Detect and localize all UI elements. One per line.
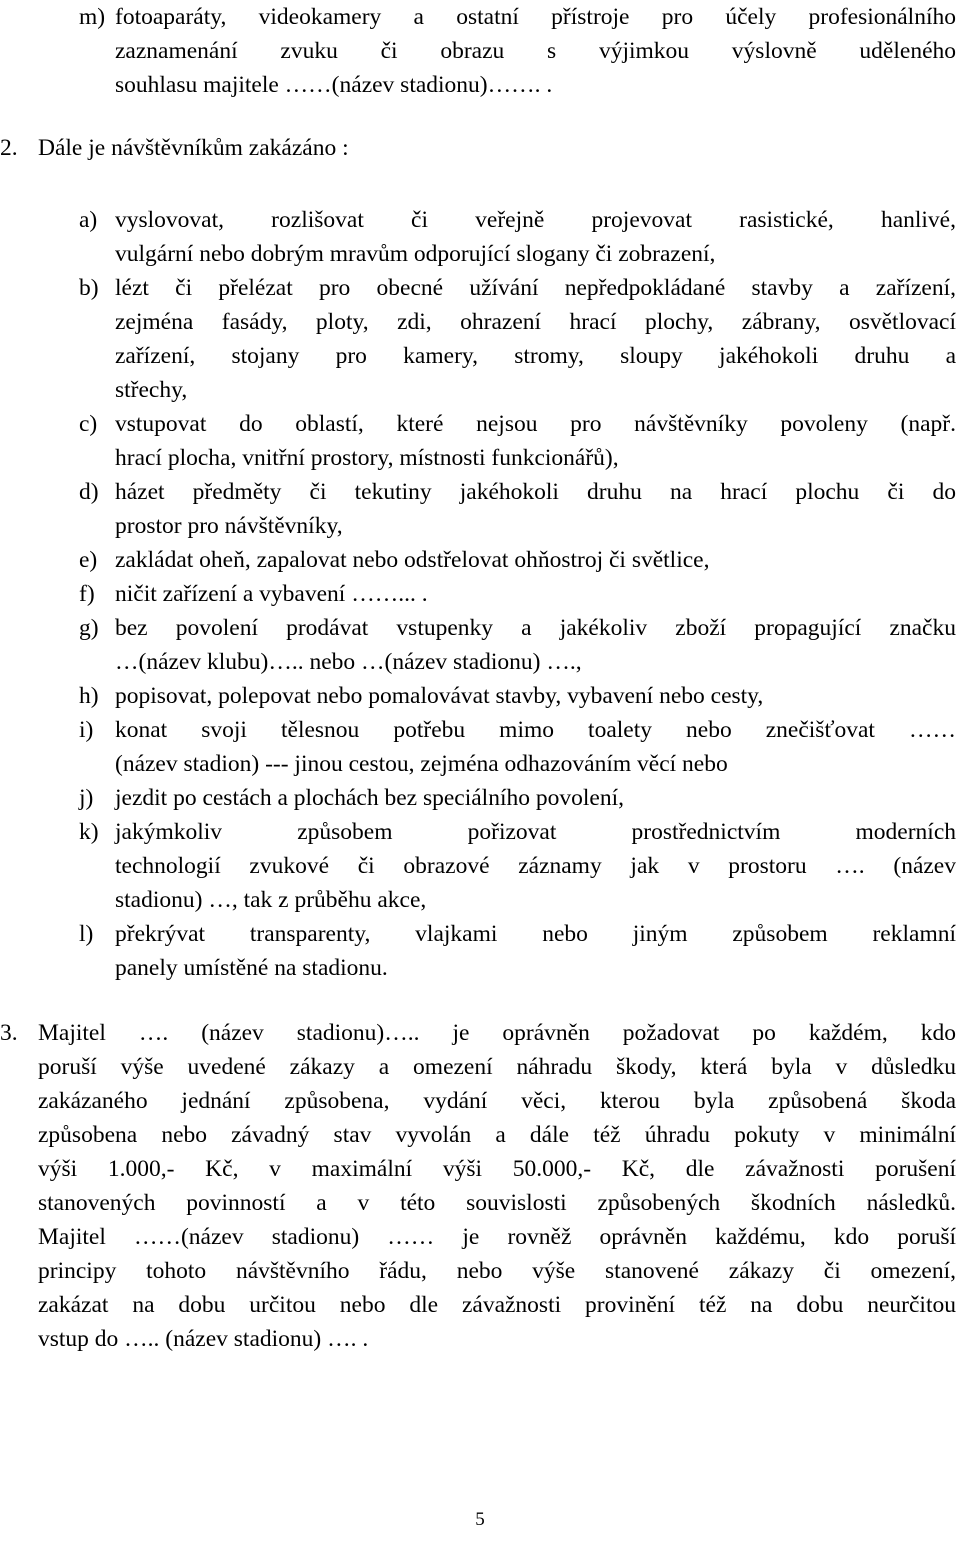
text-line: (název stadion) --- jinou cestou, zejména odhazováním věcí nebo (115, 751, 728, 777)
text-line: technologií zvukové či obrazové záznamy jak v prostoru …. (název (115, 853, 956, 879)
list-item-m (79, 0, 956, 102)
list-item-k (79, 815, 956, 917)
list-item-text (115, 0, 956, 102)
text-line: hrací plocha, vnitřní prostory, místnosti funkcionářů), (115, 445, 619, 471)
list-item-label: g) (79, 615, 99, 641)
text-line: způsobena nebo závadný stav vyvolán a dále též úhradu pokuty v minimální (38, 1122, 956, 1148)
text-line: Majitel …. (název stadionu)….. je oprávněn požadovat po každém, kdo (38, 1020, 956, 1046)
text-line: překrývat transparenty, vlajkami nebo jiným způsobem reklamní (115, 921, 956, 947)
list-item-label: i) (79, 717, 94, 743)
text-line: lézt či přelézat pro obecné užívání nepředpokládané stavby a zařízení, (115, 275, 956, 301)
list-item-text (115, 781, 956, 815)
list-item-label: b) (79, 275, 99, 301)
section-number: 3. (0, 1020, 18, 1046)
list-item-a (79, 203, 956, 271)
text-line: fotoaparáty, videokamery a ostatní přístroje pro účely profesionálního (115, 4, 956, 30)
text-line: stanovených povinností a v této souvislosti způsobených škodních následků. (38, 1190, 956, 1216)
text-line: bez povolení prodávat vstupenky a jakékoliv zboží propagující značku (115, 615, 956, 641)
page-number: 5 (475, 1509, 485, 1530)
text-line: ničit zařízení a vybavení ……... . (115, 581, 428, 607)
list-item-label: m) (79, 4, 106, 30)
list-item-j (79, 781, 956, 815)
list-item-h (79, 679, 956, 713)
text-line: stadionu) …, tak z průběhu akce, (115, 887, 427, 913)
list-item-c (79, 407, 956, 475)
text-line: zakládat oheň, zapalovat nebo odstřelovat ohňostroj či světlice, (115, 547, 710, 573)
list-item-label: e) (79, 547, 98, 573)
list-item-text (115, 407, 956, 475)
list-item-text (115, 271, 956, 407)
list-item-e (79, 543, 956, 577)
text-line: konat svoji tělesnou potřebu mimo toalety nebo znečišťovat …… (115, 717, 956, 743)
list-item-label: f) (79, 581, 95, 607)
text-line: principy tohoto návštěvního řádu, nebo výše stanovené zákazy či omezení, (38, 1258, 956, 1284)
text-line: vyslovovat, rozlišovat či veřejně projevovat rasistické, hanlivé, (115, 207, 956, 233)
text-line: souhlasu majitele ……(název stadionu)……. . (115, 72, 553, 98)
text-line: zaznamenání zvuku či obrazu s výjimkou výslovně uděleného (115, 38, 956, 64)
text-line: Majitel ……(název stadionu) …… je rovněž oprávněn každému, kdo poruší (38, 1224, 956, 1250)
list-item-label: k) (79, 819, 99, 845)
list-item-label: c) (79, 411, 98, 437)
section-heading-text: Dále je návštěvníkům zakázáno : (38, 135, 349, 161)
text-line: vstupovat do oblastí, které nejsou pro návštěvníky povoleny (např. (115, 411, 956, 437)
list-item-text (115, 815, 956, 917)
text-line: poruší výše uvedené zákazy a omezení náhradu škody, která byla v důsledku (38, 1054, 956, 1080)
list-item-text (115, 611, 956, 679)
list-item-label: l) (79, 921, 94, 947)
text-line: jakýmkoliv způsobem pořizovat prostřednictvím moderních (115, 819, 956, 845)
list-item-label: h) (79, 683, 99, 709)
list-item-b (79, 271, 956, 407)
list-item-text (115, 577, 956, 611)
text-line: panely umístěné na stadionu. (115, 955, 388, 981)
section-3-paragraph (38, 1016, 956, 1356)
text-line: zejména fasády, ploty, zdi, ohrazení hrací plochy, zábrany, osvětlovací (115, 309, 956, 335)
text-line: střechy, (115, 377, 188, 403)
text-line: vulgární nebo dobrým mravům odporující slogany či zobrazení, (115, 241, 716, 267)
list-item-text (115, 543, 956, 577)
list-item-label: j) (79, 785, 94, 811)
text-line: prostor pro návštěvníky, (115, 513, 343, 539)
list-item-text (115, 203, 956, 271)
text-line: …(název klubu)….. nebo …(název stadionu) …., (115, 649, 582, 675)
text-line: popisovat, polepovat nebo pomalovávat stavby, vybavení nebo cesty, (115, 683, 764, 709)
list-item-label: a) (79, 207, 98, 233)
list-item-label: d) (79, 479, 99, 505)
text-line: zakázat na dobu určitou nebo dle závažnosti provinění též na dobu neurčitou (38, 1292, 956, 1318)
list-item-f (79, 577, 956, 611)
list-item-text (115, 917, 956, 985)
text-line: vstup do ….. (název stadionu) …. . (38, 1326, 369, 1352)
list-item-text (115, 679, 956, 713)
list-item-g (79, 611, 956, 679)
text-line: házet předměty či tekutiny jakéhokoli druhu na hrací plochu či do (115, 479, 956, 505)
text-line: zakázaného jednání způsobena, vydání věci, kterou byla způsobená škoda (38, 1088, 956, 1114)
list-item-l (79, 917, 956, 985)
text-line: výši 1.000,- Kč, v maximální výši 50.000,- Kč, dle závažnosti porušení (38, 1156, 956, 1182)
list-item-d (79, 475, 956, 543)
section-number: 2. (0, 135, 18, 161)
text-line: zařízení, stojany pro kamery, stromy, sloupy jakéhokoli druhu a (115, 343, 956, 369)
list-item-text (115, 713, 956, 781)
list-item-i (79, 713, 956, 781)
list-item-text (115, 475, 956, 543)
text-line: jezdit po cestách a plochách bez speciálního povolení, (115, 785, 624, 811)
